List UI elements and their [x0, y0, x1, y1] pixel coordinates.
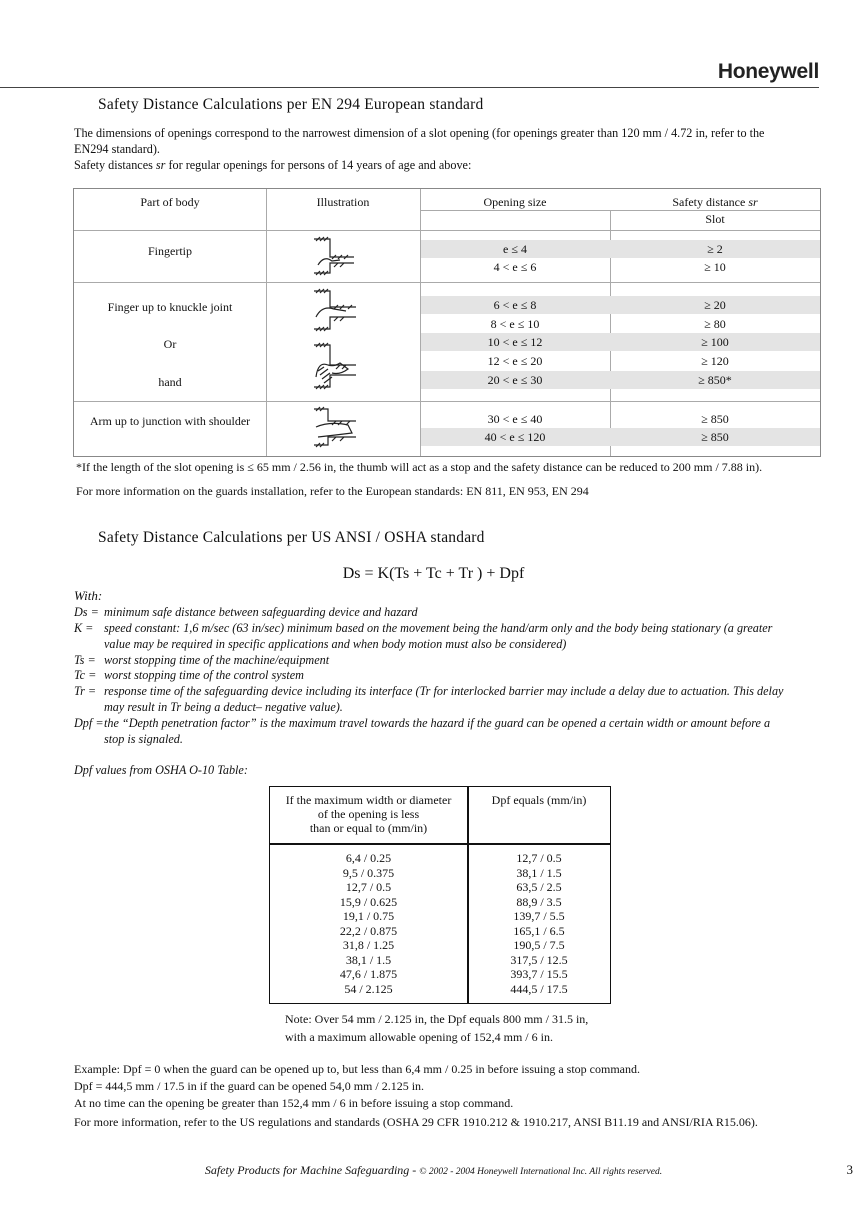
dpf-column — [468, 851, 610, 996]
part-or: Or — [163, 337, 177, 351]
width-cell: 19,1 / 0.75 — [342, 909, 395, 923]
def-key: Dpf = — [74, 716, 104, 730]
en294-footnote: *If the length of the slot opening is ≤ 65 mm / 2.56 in, the thumb will act as a stop and the safety distance can be reduced to 200 mm / 7.88 in). — [76, 460, 763, 474]
def-value: may result in Tr being a deduct– negative value). — [104, 700, 343, 714]
width-cell: 9,5 / 0.375 — [342, 865, 395, 880]
hand-illustration — [310, 341, 360, 391]
opening-size-cell: 4 < e ≤ 6 — [493, 260, 537, 274]
width-cell: 31,8 / 1.25 — [342, 938, 395, 952]
dpf-cell: 88,9 / 3.5 — [516, 894, 562, 909]
opening-size-cell: 20 < e ≤ 30 — [487, 373, 543, 387]
part-arm: Arm up to junction with shoulder — [89, 414, 251, 428]
safety-distance-cell: ≥ 120 — [701, 354, 729, 368]
dpf-cell: 444,5 / 17.5 — [510, 981, 568, 996]
opening-size-cell: 8 < e ≤ 10 — [490, 317, 540, 331]
note-line-2: with a maximum allowable opening of 152,4 mm / 6 in. — [285, 1030, 553, 1044]
safety-distance-cell: ≥ 20 — [704, 298, 726, 312]
def-key: Ds = — [74, 605, 99, 619]
safety-distance-cell: ≥ 10 — [704, 260, 726, 274]
header-part-of-body: Part of body — [140, 195, 200, 209]
ansi-more-info: For more information, refer to the US regulations and standards (OSHA 29 CFR 1910.212 & 1910.217, ANSI B11.19 and ANSI/RIA R15.06). — [74, 1115, 758, 1129]
header-line: of the opening is less — [317, 807, 420, 821]
def-value: the “Depth penetration factor” is the maximum travel towards the hazard if the guard can be opened a certain width or amount before a — [104, 716, 771, 730]
dpf-cell: 190,5 / 7.5 — [513, 938, 565, 952]
header-illustration: Illustration — [316, 195, 370, 209]
example-line-1: Example: Dpf = 0 when the guard can be opened up to, but less than 6,4 mm / 0.25 in before issuing a stop command. — [74, 1062, 640, 1076]
dpf-cell: 317,5 / 12.5 — [510, 952, 568, 967]
header-opening-size: Opening size — [483, 195, 547, 209]
dpf-caption: Dpf values from OSHA O-10 Table: — [74, 763, 248, 777]
width-cell: 6,4 / 0.25 — [345, 851, 392, 865]
fingertip-illustration — [310, 235, 360, 277]
header-dpf-equals: Dpf equals (mm/in) — [491, 793, 587, 807]
def-key: K = — [74, 621, 94, 635]
header-safety-distance: Safety distance sr — [672, 195, 758, 209]
en294-title: Safety Distance Calculations per EN 294 European standard — [98, 96, 484, 113]
footer-copyright: © 2002 - 2004 Honeywell International Inc. All rights reserved. — [419, 1167, 663, 1177]
part-finger: Finger up to knuckle joint — [107, 300, 233, 314]
footer — [0, 1163, 867, 1178]
safety-distance-cell: ≥ 850 — [701, 430, 729, 444]
def-value: response time of the safeguarding device including its interface (Tr for interlocked barrier may include a delay due to actuation. This delay — [104, 684, 784, 698]
def-value: speed constant: 1,6 m/sec (63 in/sec) minimum based on the movement being the hand/arm only and the body being stationary (a greater — [104, 621, 773, 635]
safety-distance-cell: ≥ 80 — [704, 317, 726, 331]
table-divider — [74, 282, 820, 283]
dpf-cell: 38,1 / 1.5 — [516, 865, 562, 880]
header-divider — [0, 87, 819, 88]
width-cell: 12,7 / 0.5 — [345, 880, 392, 894]
opening-size-cell: 10 < e ≤ 12 — [487, 335, 543, 349]
opening-size-cell: e ≤ 4 — [503, 242, 527, 256]
formula: Ds = K(Ts + Tc + Tr ) + Dpf — [342, 565, 525, 582]
with-label: With: — [74, 588, 103, 603]
def-key: Tc = — [74, 668, 97, 682]
en294-more-info: For more information on the guards installation, refer to the European standards: EN 811, EN 953, EN 294 — [76, 484, 589, 498]
def-value: minimum safe distance between safeguarding device and hazard — [104, 605, 418, 619]
opening-size-cell: 30 < e ≤ 40 — [487, 412, 543, 426]
width-cell: 22,2 / 0.875 — [339, 923, 398, 938]
width-cell: 38,1 / 1.5 — [345, 952, 392, 967]
dpf-cell: 63,5 / 2.5 — [516, 880, 562, 894]
honeywell-logo: Honeywell — [717, 60, 819, 83]
header-max-width — [270, 793, 467, 835]
width-cell: 54 / 2.125 — [344, 981, 393, 996]
en294-intro-3: Safety distances sr for regular openings for persons of 14 years of age and above: — [74, 158, 472, 172]
safety-distance-cell: ≥ 100 — [701, 335, 729, 349]
table-divider — [420, 210, 820, 211]
dpf-cell: 12,7 / 0.5 — [516, 851, 562, 865]
page-number: 3 — [846, 1162, 853, 1177]
width-column — [270, 851, 467, 996]
en294-table — [73, 188, 821, 457]
width-cell: 47,6 / 1.875 — [339, 967, 398, 981]
finger-illustration — [310, 287, 360, 333]
example-line-2: Dpf = 444,5 mm / 17.5 in if the guard can be opened 54,0 mm / 2.125 in. — [74, 1079, 425, 1093]
osha-dpf-table — [269, 786, 611, 1004]
opening-size-cell: 12 < e ≤ 20 — [487, 354, 543, 368]
part-hand: hand — [158, 375, 182, 389]
safety-distance-cell: ≥ 850* — [698, 373, 732, 387]
header-slot: Slot — [705, 212, 725, 226]
def-value: value may be required in specific applications and when body motion must also be considered) — [104, 637, 567, 651]
opening-size-cell: 40 < e ≤ 120 — [484, 430, 546, 444]
dpf-cell: 165,1 / 6.5 — [513, 923, 565, 938]
footer-text: Safety Products for Machine Safeguarding - — [204, 1163, 420, 1177]
header-line: If the maximum width or diameter — [285, 793, 452, 807]
dpf-cell: 393,7 / 15.5 — [510, 967, 568, 981]
def-value: worst stopping time of the machine/equipment — [104, 653, 330, 667]
en294-intro-1: The dimensions of openings correspond to the narrowest dimension of a slot opening (for openings greater than 120 mm / 4.72 in, refer to the — [74, 126, 765, 140]
table-divider — [74, 230, 820, 231]
header-line: than or equal to (mm/in) — [309, 821, 428, 835]
en294-intro-2: EN294 standard). — [74, 142, 160, 156]
note-line-1: Note: Over 54 mm / 2.125 in, the Dpf equals 800 mm / 31.5 in, — [285, 1012, 589, 1026]
safety-distance-cell: ≥ 850 — [701, 412, 729, 426]
def-key: Ts = — [74, 653, 96, 667]
def-value: worst stopping time of the control system — [104, 668, 304, 682]
arm-illustration — [310, 405, 360, 449]
def-value: stop is signaled. — [104, 732, 183, 746]
dpf-cell: 139,7 / 5.5 — [513, 909, 565, 923]
ansi-title: Safety Distance Calculations per US ANSI / OSHA standard — [98, 529, 485, 546]
table-divider — [270, 843, 610, 845]
table-divider — [74, 401, 820, 402]
opening-size-cell: 6 < e ≤ 8 — [493, 298, 537, 312]
example-line-3: At no time can the opening be greater than 152,4 mm / 6 in before issuing a stop command. — [74, 1096, 514, 1110]
def-key: Tr = — [74, 684, 97, 698]
safety-distance-cell: ≥ 2 — [707, 242, 723, 256]
width-cell: 15,9 / 0.625 — [339, 894, 398, 909]
part-fingertip: Fingertip — [148, 244, 192, 258]
